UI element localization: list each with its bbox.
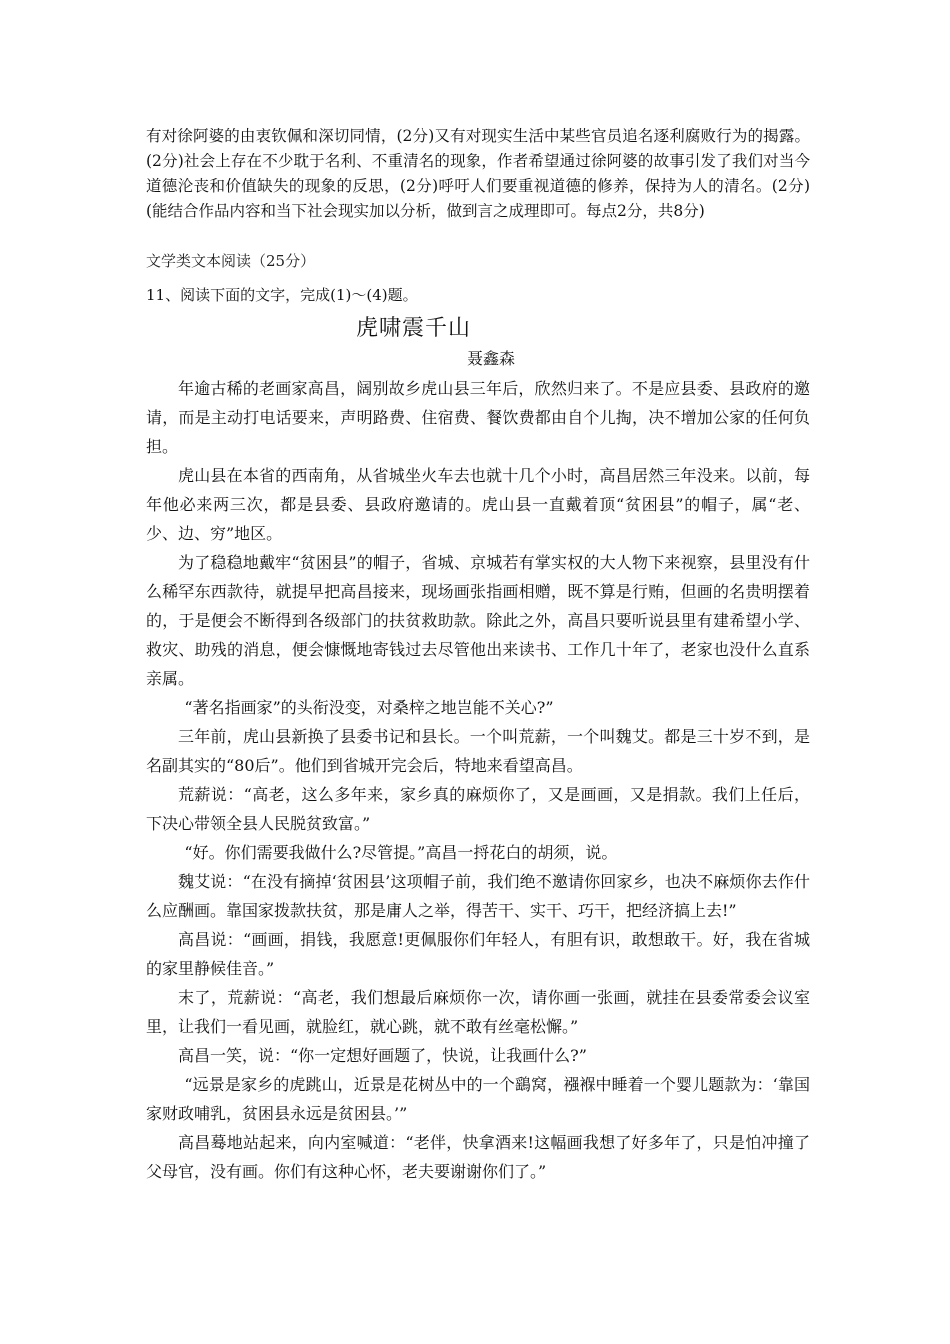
story-paragraph: 高昌一笑，说：“你一定想好画题了，快说，让我画什么?”	[178, 1046, 587, 1065]
question-prompt: 11、阅读下面的文字，完成(1)～(4)题。	[146, 286, 418, 304]
story-paragraph: “远景是家乡的虎跳山，近景是花树丛中的一个鷂窝，襁褓中睡着一个婴儿题款为：‘靠国家财政哺乳，贫困县永远是贫困县。’”	[146, 1075, 810, 1123]
section-heading: 文学类文本阅读（25分）	[146, 252, 316, 270]
story-paragraph: 三年前，虎山县新换了县委书记和县长。一个叫荒薪，一个叫魏艾。都是三十岁不到，是名副其实的“80后”。他们到省城开完会后，特地来看望高昌。	[146, 727, 810, 775]
story-paragraph: 为了稳稳地戴牢“贫困县”的帽子，省城、京城若有掌实权的大人物下来视察，县里没有什么稀罕东西款待，就提早把高昌接来，现场画张指画相赠，既不算是行贿，但画的名贵明摆着的，于是便会不断得到各级部门的扶贫救助款。除此之外，高昌只要听说县里有建希望小学、救灾、助残的消息，便会慷慨地寄钱过去尽管他出来读书、工作几十年了，老家也没什么直系亲属。	[146, 553, 810, 688]
story-paragraph: 高昌说：“画画，捐钱，我愿意!更佩服你们年轻人，有胆有识，敢想敢干。好，我在省城的家里静候佳音。”	[146, 930, 810, 978]
story-author: 聂鑫森	[467, 349, 516, 368]
story-body	[146, 374, 810, 1186]
story-paragraph: 年逾古稀的老画家高昌，阔别故乡虎山县三年后，欣然归来了。不是应县委、县政府的邀请，而是主动打电话要来，声明路费、住宿费、餐饮费都由自个儿掏，决不增加公家的任何负担。	[146, 379, 810, 456]
story-paragraph: 魏艾说：“在没有摘掉‘贫困县’这项帽子前，我们绝不邀请你回家乡，也决不麻烦你去作什么应酬画。靠国家拨款扶贫，那是庸人之举，得苦干、实干、巧干，把经济搞上去!”	[146, 872, 810, 920]
story-title: 虎啸震千山	[356, 316, 472, 341]
story-paragraph: 末了，荒薪说：“高老，我们想最后麻烦你一次，请你画一张画，就挂在县委常委会议室里，让我们一看见画，就脸红，就心跳，就不敢有丝毫松懈。”	[146, 988, 810, 1036]
story-paragraph: 荒薪说：“高老，这么多年来，家乡真的麻烦你了，又是画画，又是捐款。我们上任后，下决心带领全县人民脱贫致富。”	[146, 785, 810, 833]
story-paragraph: “好。你们需要我做什么?尽管提。”高昌一捋花白的胡须，说。	[184, 843, 618, 862]
answer-paragraph: 有对徐阿婆的由衷钦佩和深切同情，(2分)又有对现实生活中某些官员追名逐利腐败行为的揭露。(2分)社会上存在不少耽于名利、不重清名的现象，作者希望通过徐阿婆的故事引发了我们对当今道德沦丧和价值缺失的现象的反思，(2分)呼吁人们要重视道德的修养，保持为人的清名。(2分)(能结合作品内容和当下社会现实加以分析，做到言之成理即可。每点2分，共8分)	[146, 127, 810, 220]
story-paragraph: 高昌蓦地站起来，向内室喊道：“老伴，快拿酒来!这幅画我想了好多年了，只是怕冲撞了父母官，没有画。你们有这种心怀，老夫要谢谢你们了。”	[146, 1133, 810, 1181]
story-paragraph: “著名指画家”的头衔没变，对桑梓之地岂能不关心?”	[184, 698, 554, 717]
story-paragraph: 虎山县在本省的西南角，从省城坐火车去也就十几个小时，高昌居然三年没来。以前，每年他必来两三次，都是县委、县政府邀请的。虎山县一直戴着顶“贫困县”的帽子，属“老、少、边、穷”地区。	[146, 466, 810, 543]
